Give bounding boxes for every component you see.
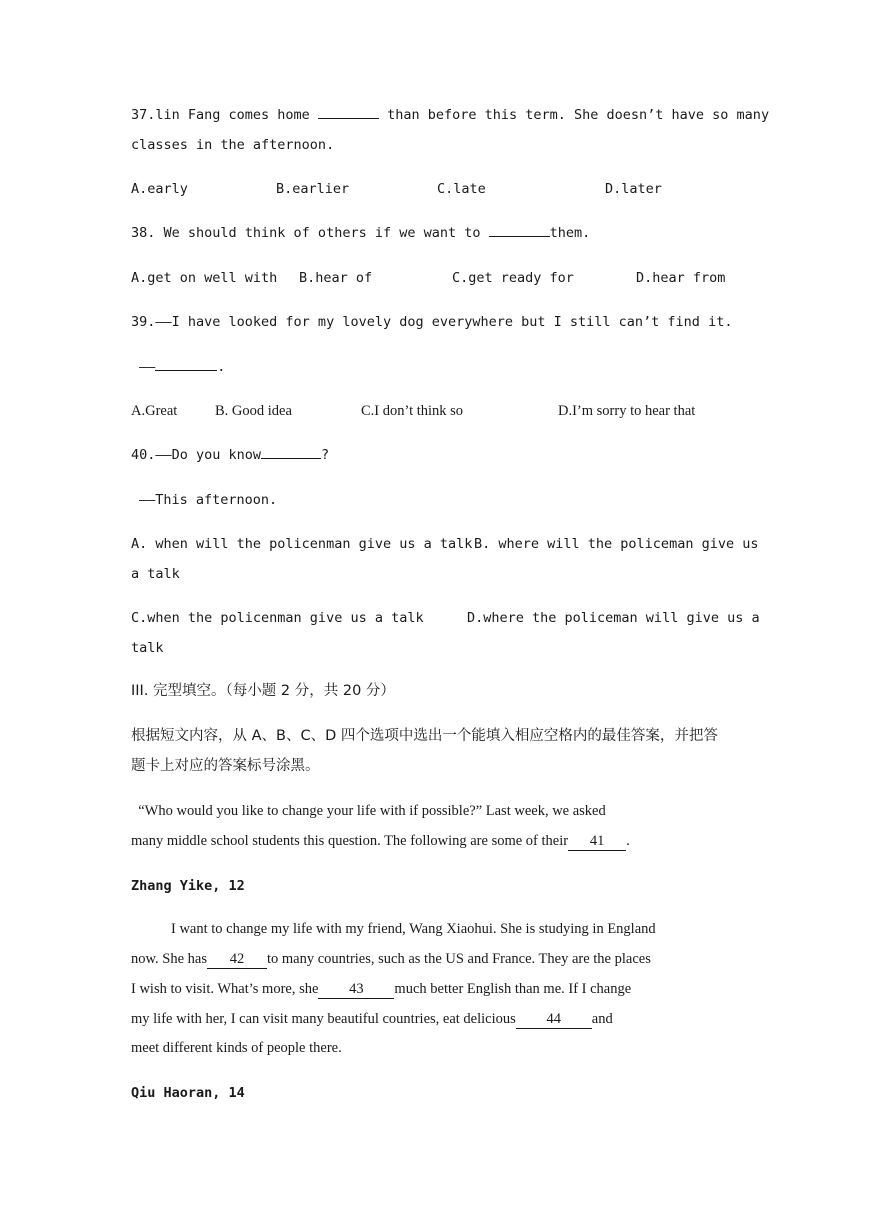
section-instructions-line1: 根据短文内容，从 A、B、C、D 四个选项中选出一个能填入相应空格内的最佳答案，并把答 [131,728,718,744]
q40-option-d-cont: talk [131,640,164,656]
blank-44: 44 [516,1010,592,1029]
student-name-qiu: Qiu Haoran, 14 [131,1085,245,1101]
q39-option-d: D.I’m sorry to hear that [558,403,696,419]
q37-blank [318,118,379,119]
q40-line2: ——This afternoon. [139,492,278,508]
passage-intro-line1: “Who would you like to change your life with if possible?” Last week, we asked [131,803,606,819]
q37-option-c: C.late [437,181,486,197]
blank-42: 42 [207,950,267,969]
q37-option-b: B.earlier [276,181,350,197]
q38-option-c: C.get ready for [452,270,574,286]
passage-p1-line1: I want to change my life with my friend, Wang Xiaohui. She is studying in England [171,921,656,937]
q40-option-b-cont: a talk [131,566,180,582]
student-name-zhang: Zhang Yike, 12 [131,878,245,894]
q40-option-b: B. where will the policeman give us [474,536,759,552]
passage-p1-line5: meet different kinds of people there. [131,1040,342,1056]
q38-line: 38. We should think of others if we want to them. [131,225,591,241]
q40-option-c: C.when the policenman give us a talk [131,610,424,626]
q40-line1: 40.——Do you know ? [131,447,330,463]
q38-option-a: A.get on well with [131,270,278,286]
q39-option-c: C.I don’t think so [361,403,464,419]
q39-line1: 39.——I have looked for my lovely dog everywhere but I still can’t find it. [131,314,733,330]
passage-intro-line2: many middle school students this question. The following are some of their 41 . [131,833,630,849]
q39-option-a: A.Great [131,403,178,419]
q40-option-d: D.where the policeman will give us a [467,610,760,626]
blank-41: 41 [568,832,626,851]
q38-option-d: D.hear from [636,270,726,286]
q39-blank [155,370,217,371]
q38-blank [489,236,550,237]
q37-line2: classes in the afternoon. [131,137,335,153]
section-instructions-line2: 题卡上对应的答案标号涂黑。 [131,758,320,774]
q39-option-b: B. Good idea [215,403,292,419]
q40-blank [261,458,321,459]
section-heading: III. 完型填空。（每小题 2 分，共 20 分） [131,683,395,699]
q37-option-d: D.later [605,181,662,197]
passage-p1-line3: I wish to visit. What’s more, she 43 much better English than me. If I change [131,981,632,997]
q39-line2: —— . [139,359,226,375]
blank-43: 43 [318,980,394,999]
q37-option-a: A.early [131,181,188,197]
passage-p1-line2: now. She has 42 to many countries, such as the US and France. They are the places [131,951,651,967]
q38-option-b: B.hear of [299,270,373,286]
passage-p1-line4: my life with her, I can visit many beautiful countries, eat delicious 44 and [131,1011,613,1027]
q37-line1: 37.lin Fang comes home than before this term. She doesn’t have so many [131,107,770,123]
q40-option-a: A. when will the policenman give us a talk [131,536,473,552]
